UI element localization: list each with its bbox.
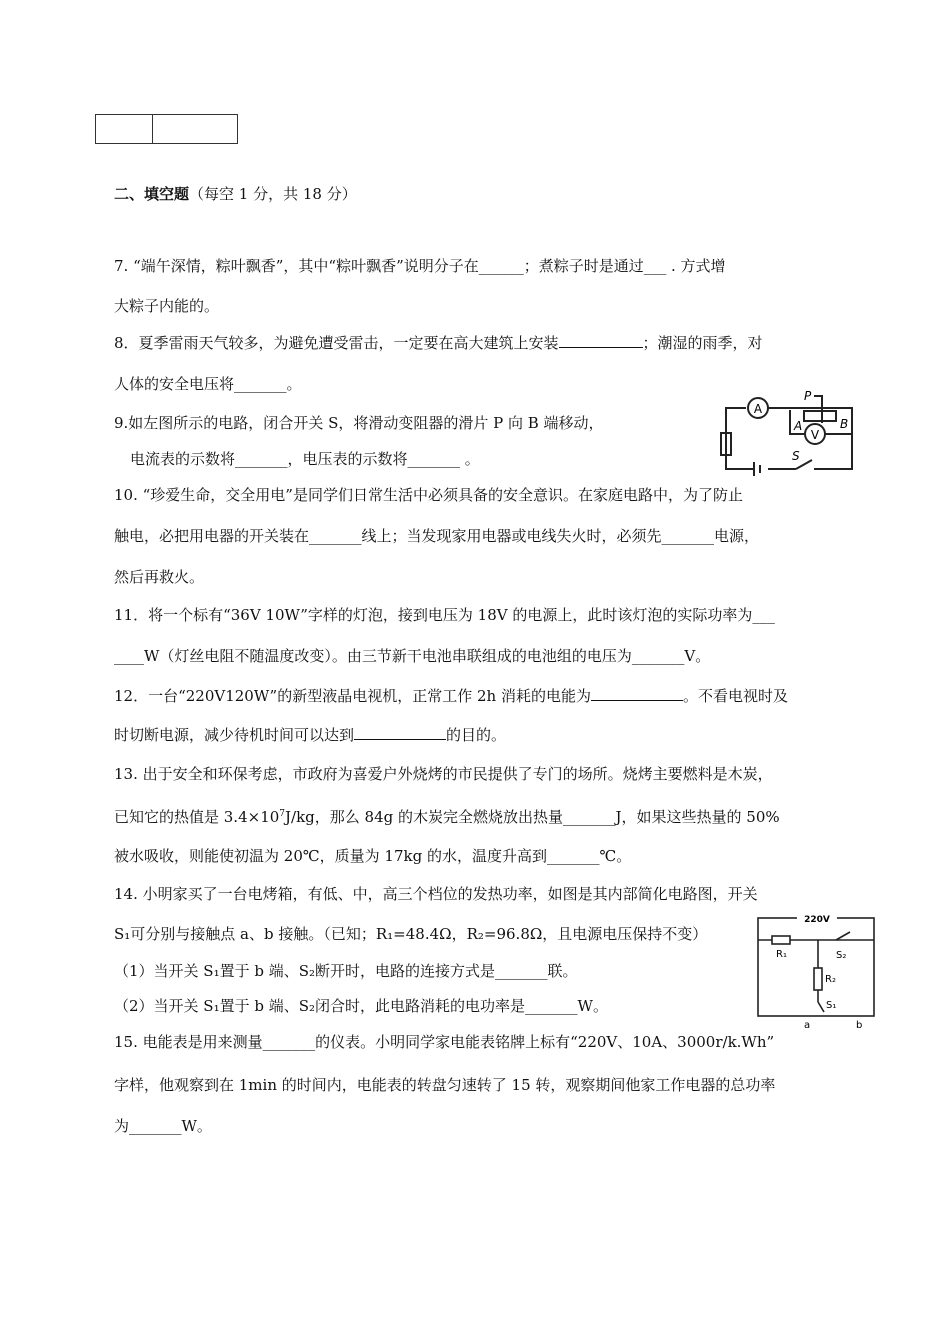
r1-label: R₁	[776, 949, 787, 960]
q10-line2: 触电，必把用电器的开关装在_______线上；当发现家用电器或电线失火时，必须先_______电源，	[114, 527, 760, 545]
q13-exponent: 7	[279, 809, 286, 819]
node-a-label: A	[794, 419, 803, 433]
contact-b-label: b	[856, 1020, 863, 1031]
q10-line1: 10. “珍爱生命，交全用电”是同学们日常生活中必须具备的安全意识。在家庭电路中，为了防止	[114, 486, 743, 504]
q12-blank1	[591, 686, 683, 701]
q15-line3: 为_______W。	[114, 1117, 212, 1135]
r2-label: R₂	[825, 974, 836, 985]
q13-text-a: 已知它的热值是 3.4×10	[114, 808, 280, 826]
score-table	[95, 114, 238, 144]
q8-text-a: 8．夏季雷雨天气较多，为避免遭受雷击，一定要在高大建筑上安装	[114, 334, 559, 352]
s2-label: S₂	[836, 950, 847, 961]
q8-text-b: ；潮湿的雨季，对	[642, 334, 763, 352]
q12-text-a: 12．一台“220V120W”的新型液晶电视机，正常工作 2h 消耗的电能为	[114, 687, 591, 705]
section-note: （每空 1 分，共 18 分）	[189, 185, 357, 203]
score-cell-label	[96, 115, 153, 144]
q15-line2: 字样，他观察到在 1min 的时间内，电能表的转盘匀速转了 15 转，观察期间他家工作电器的总功率	[114, 1076, 776, 1094]
q8-blank	[559, 333, 643, 348]
q7-line2: 大粽子内能的。	[114, 297, 220, 315]
q12-text-b: 。不看电视时及	[682, 687, 788, 705]
voltage-label: 220V	[804, 915, 830, 925]
ammeter-label: A	[753, 402, 763, 416]
section-title: 二、填空题	[114, 185, 190, 203]
q13-line2	[114, 804, 780, 827]
q12-text-c: 时切断电源，减少待机时间可以达到	[114, 726, 355, 744]
q12-line2	[114, 725, 506, 745]
q12-line1	[114, 686, 788, 706]
q9-line2: 电流表的示数将_______，电压表的示数将_______ 。	[130, 450, 480, 468]
q11-line2: ____W（灯丝电阻不随温度改变）。由三节新干电池串联组成的电池组的电压为_______V。	[114, 647, 711, 665]
q14-sub2: （2）当开关 S₁置于 b 端、S₂闭合时，此电路消耗的电功率是_______W。	[114, 997, 608, 1015]
q13-line1: 13. 出于安全和环保考虑，市政府为喜爱户外烧烤的市民提供了专门的场所。烧烤主要燃料是木炭，	[114, 765, 773, 783]
q11-line1: 11．将一个标有“36V 10W”字样的灯泡，接到电压为 18V 的电源上，此时该灯泡的实际功率为___	[114, 606, 775, 624]
q8-line2: 人体的安全电压将_______。	[114, 375, 302, 393]
q12-blank2	[354, 725, 446, 740]
node-b-label: B	[840, 417, 849, 431]
score-cell-value	[153, 115, 238, 144]
slider-p-label: P	[804, 389, 812, 403]
q12-text-d: 的目的。	[446, 726, 507, 744]
q14-line2: S₁可分别与接触点 a、b 接触。（已知；R₁=48.4Ω，R₂=96.8Ω，且电源电压保持不变）	[114, 925, 708, 943]
circuit-diagram-1	[714, 388, 859, 478]
s1-label: S₁	[826, 1000, 837, 1011]
voltmeter-label: V	[810, 428, 820, 442]
section-header	[114, 184, 357, 204]
q15-line1: 15. 电能表是用来测量_______的仪表。小明同学家电能表铭牌上标有“220V、10A、3000r/k.Wh”	[114, 1033, 775, 1051]
q8-line1	[114, 333, 763, 353]
q13-line3: 被水吸收，则能使初温为 20℃，质量为 17kg 的水，温度升高到_______℃。	[114, 847, 632, 865]
contact-a-label: a	[804, 1020, 811, 1031]
q10-line3: 然后再救火。	[114, 568, 205, 586]
q7-line1: 7. “端午深情，粽叶飘香”，其中“粽叶飘香”说明分子在______；煮粽子时是通过___ . 方式增	[114, 257, 726, 275]
q9-line1: 9.如左图所示的电路，闭合开关 S，将滑动变阻器的滑片 P 向 B 端移动，	[114, 414, 604, 432]
q14-line1: 14. 小明家买了一台电烤箱，有低、中，高三个档位的发热功率，如图是其内部简化电路图，开关	[114, 885, 758, 903]
q14-sub1: （1）当开关 S₁置于 b 端、S₂断开时，电路的连接方式是_______联。	[114, 962, 578, 980]
circuit-diagram-2	[752, 910, 880, 1035]
q13-text-b: J/kg，那么 84g 的木炭完全燃烧放出热量_______J，如果这些热量的 50%	[285, 808, 780, 826]
switch-s-label: S	[792, 449, 800, 463]
